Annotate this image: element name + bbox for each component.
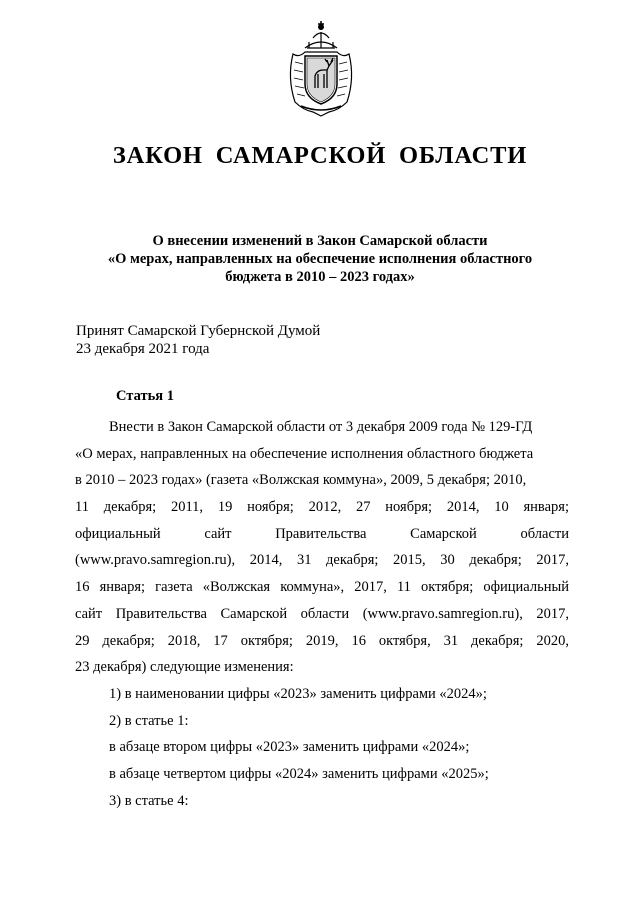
paragraph-text: 2014,	[249, 552, 283, 569]
paragraph-text: 2017,	[536, 605, 569, 622]
paragraph-text: декабря;	[102, 632, 155, 649]
paragraph-text: в 2010 – 2023 годах» (газета «Волжская коммуна», 2009, 5 декабря; 2010,	[75, 472, 527, 489]
paragraph-text: 2014,	[446, 499, 480, 516]
subtitle-line: «О мерах, направленных на обеспечение исполнения областного	[107, 251, 533, 267]
paragraph-text: декабря;	[326, 552, 379, 569]
paragraph-text: 3) в статье 4:	[109, 792, 189, 809]
paragraph-line	[75, 414, 569, 441]
paragraph-text: сайт	[75, 605, 103, 622]
paragraph-line	[75, 628, 569, 655]
paragraph-text: 2015,	[393, 552, 426, 569]
paragraph-text: декабря;	[471, 632, 524, 649]
adoption-info	[76, 322, 320, 358]
paragraph-text: 2017,	[354, 579, 387, 596]
paragraph-text: 30	[440, 552, 455, 569]
paragraph-text: официальный	[75, 525, 161, 542]
paragraph-line	[75, 521, 569, 548]
paragraph-text: 2017,	[536, 552, 569, 569]
paragraph-text: 19	[217, 499, 233, 516]
paragraph-text: в абзаце втором цифры «2023» заменить цифрами «2024»;	[109, 739, 470, 756]
paragraph-text: ноября;	[385, 499, 433, 516]
paragraph-text: 2018,	[167, 632, 201, 649]
paragraph-text: 31	[296, 552, 312, 569]
paragraph-text: 11	[75, 499, 89, 516]
paragraph-line	[75, 761, 569, 788]
paragraph-text: «Волжская	[202, 579, 271, 596]
paragraph-text: ноября;	[247, 499, 294, 516]
paragraph-text: 31	[443, 632, 459, 649]
paragraph-text: официальный	[483, 579, 569, 596]
paragraph-text: декабря;	[469, 552, 522, 569]
paragraph-text: Внести в Закон Самарской области от 3 декабря 2009 года № 129-ГД	[109, 419, 533, 435]
paragraph-line	[75, 441, 569, 468]
law-subtitle	[60, 232, 580, 286]
subtitle-line: бюджета в 2010 – 2023 годах»	[225, 269, 415, 285]
paragraph-text: в абзаце четвертом цифры «2024» заменить цифрами «2025»;	[109, 765, 489, 782]
paragraph-line	[75, 708, 569, 735]
paragraph-line	[75, 734, 569, 761]
article-body	[75, 414, 569, 814]
adopted-by: Принят Самарской Губернской Думой	[76, 323, 321, 339]
adoption-date: 23 декабря 2021 года	[76, 341, 210, 357]
paragraph-text: 16	[351, 632, 366, 649]
paragraph-line	[75, 467, 569, 494]
paragraph-line	[75, 654, 569, 681]
paragraph-text: (www.pravo.samregion.ru),	[362, 605, 523, 622]
paragraph-text: 2) в статье 1:	[109, 712, 189, 729]
paragraph-text: 29	[75, 632, 90, 649]
paragraph-text: 17	[213, 632, 228, 649]
paragraph-text: области	[300, 605, 350, 622]
paragraph-text: октября,	[378, 632, 431, 649]
paragraph-text: коммуна»,	[280, 579, 345, 596]
paragraph-text: октября;	[421, 579, 474, 596]
paragraph-line	[75, 494, 569, 521]
paragraph-text: Правительства	[275, 525, 367, 542]
paragraph-line	[75, 574, 569, 601]
paragraph-text: сайт	[204, 525, 232, 542]
paragraph-text: 23 декабря) следующие изменения:	[75, 659, 294, 676]
paragraph-text: 2012,	[308, 499, 342, 516]
paragraph-text: 11	[396, 579, 411, 596]
paragraph-line	[75, 547, 569, 574]
coat-of-arms-icon	[283, 18, 359, 118]
subtitle-line: О внесении изменений в Закон Самарской области	[152, 233, 488, 249]
paragraph-text: 10	[494, 499, 509, 516]
paragraph-text: «О мерах, направленных на обеспечение исполнения областного бюджета	[75, 445, 534, 462]
article-heading: Статья 1	[116, 388, 174, 404]
paragraph-text: октября;	[240, 632, 293, 649]
paragraph-text: (www.pravo.samregion.ru),	[75, 552, 236, 569]
paragraph-text: Самарской	[220, 605, 288, 622]
paragraph-text: декабря;	[103, 499, 157, 516]
paragraph-text: января;	[523, 499, 569, 516]
law-title: ЗАКОН САМАРСКОЙ ОБЛАСТИ	[112, 142, 528, 169]
paragraph-text: 2011,	[170, 499, 204, 516]
paragraph-text: 2020,	[536, 632, 569, 649]
paragraph-text: 27	[356, 499, 371, 516]
paragraph-text: 1) в наименовании цифры «2023» заменить цифрами «2024»;	[109, 685, 487, 702]
paragraph-line	[75, 788, 569, 815]
paragraph-text: газета	[155, 579, 193, 596]
paragraph-text: 2019,	[305, 632, 339, 649]
paragraph-text: Правительства	[115, 605, 207, 622]
paragraph-line	[75, 601, 569, 628]
paragraph-text: января;	[99, 579, 146, 596]
paragraph-text: области	[520, 525, 569, 542]
paragraph-line	[75, 681, 569, 708]
paragraph-text: Самарской	[410, 525, 477, 542]
paragraph-text: 16	[75, 579, 90, 596]
